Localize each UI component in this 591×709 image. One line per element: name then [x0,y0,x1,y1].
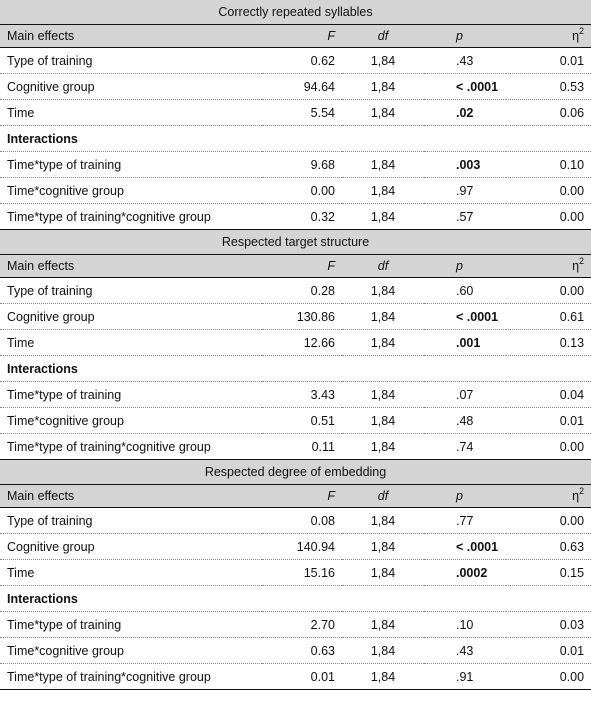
f-value: 0.51 [262,408,342,434]
p-value: .07 [424,382,506,408]
df-value: 1,84 [342,534,424,560]
p-value: .003 [424,152,506,178]
df-value: 1,84 [342,330,424,356]
table-row [0,100,591,126]
section-title: Correctly repeated syllables [0,0,591,25]
df-value: 1,84 [342,664,424,690]
p-value: .77 [424,508,506,534]
f-value: 0.00 [262,178,342,204]
eta-squared-header [506,25,591,48]
f-header: F [262,25,342,48]
eta-squared-value: 0.53 [506,74,591,100]
section-title: Respected degree of embedding [0,460,591,485]
f-value: 0.62 [262,48,342,74]
eta-squared-value: 0.00 [506,434,591,460]
p-value: .0002 [424,560,506,586]
column-header-row [0,25,591,48]
eta-squared-value: 0.00 [506,204,591,230]
effect-label: Time*type of training [0,612,262,638]
eta-symbol: η [572,489,580,503]
eta-squared-value: 0.01 [506,408,591,434]
effect-label: Time*type of training*cognitive group [0,204,262,230]
eta-squared-value: 0.00 [506,278,591,304]
eta-squared-header [506,255,591,278]
table-row [0,48,591,74]
df-value: 1,84 [342,152,424,178]
effect-label: Time [0,330,262,356]
section-title-row [0,0,591,25]
f-value: 3.43 [262,382,342,408]
f-value: 140.94 [262,534,342,560]
f-value: 15.16 [262,560,342,586]
interactions-subheader-row [0,356,591,382]
eta-symbol: η [572,259,580,273]
eta-squared-header [506,485,591,508]
table-row [0,534,591,560]
p-value: .10 [424,612,506,638]
section-title-row [0,230,591,255]
interactions-subheader-row [0,586,591,612]
eta-squared-value: 0.13 [506,330,591,356]
df-value: 1,84 [342,74,424,100]
p-value: .57 [424,204,506,230]
eta-squared-value: 0.00 [506,178,591,204]
interactions-label: Interactions [0,126,591,152]
f-value: 0.08 [262,508,342,534]
effect-label: Time*cognitive group [0,638,262,664]
effect-label: Time*type of training [0,382,262,408]
df-value: 1,84 [342,434,424,460]
p-value: .91 [424,664,506,690]
df-value: 1,84 [342,100,424,126]
table-row [0,434,591,460]
table-row [0,560,591,586]
effect-label: Time*cognitive group [0,178,262,204]
p-header: p [424,25,506,48]
df-value: 1,84 [342,48,424,74]
df-value: 1,84 [342,408,424,434]
eta-squared-value: 0.10 [506,152,591,178]
f-value: 9.68 [262,152,342,178]
effect-label: Cognitive group [0,74,262,100]
df-value: 1,84 [342,304,424,330]
eta-superscript: 2 [579,25,585,36]
df-header: df [342,25,424,48]
eta-squared-value: 0.01 [506,638,591,664]
effect-label: Cognitive group [0,304,262,330]
p-value: .48 [424,408,506,434]
p-value: < .0001 [424,304,506,330]
effect-label: Time*type of training*cognitive group [0,434,262,460]
df-header: df [342,255,424,278]
df-value: 1,84 [342,612,424,638]
f-header: F [262,255,342,278]
table-row [0,508,591,534]
p-value: .02 [424,100,506,126]
p-value: .74 [424,434,506,460]
p-value: < .0001 [424,534,506,560]
effect-label: Type of training [0,48,262,74]
column-header-row [0,255,591,278]
effect-label: Time [0,100,262,126]
table-row [0,304,591,330]
p-value: .001 [424,330,506,356]
p-header: p [424,485,506,508]
table-row [0,178,591,204]
df-value: 1,84 [342,204,424,230]
section-title: Respected target structure [0,230,591,255]
interactions-subheader-row [0,126,591,152]
eta-squared-value: 0.04 [506,382,591,408]
main-effects-header: Main effects [0,485,262,508]
df-header: df [342,485,424,508]
eta-squared-value: 0.00 [506,508,591,534]
table-row [0,278,591,304]
column-header-row [0,485,591,508]
p-value: < .0001 [424,74,506,100]
table-row [0,612,591,638]
eta-squared-value: 0.00 [506,664,591,690]
table-row [0,204,591,230]
f-value: 2.70 [262,612,342,638]
df-value: 1,84 [342,560,424,586]
table-row [0,638,591,664]
eta-squared-value: 0.63 [506,534,591,560]
f-value: 0.11 [262,434,342,460]
effect-label: Time*type of training [0,152,262,178]
effect-label: Time*cognitive group [0,408,262,434]
table-row [0,152,591,178]
f-value: 0.63 [262,638,342,664]
eta-symbol: η [572,29,580,43]
p-value: .97 [424,178,506,204]
df-value: 1,84 [342,508,424,534]
f-value: 0.01 [262,664,342,690]
f-value: 0.32 [262,204,342,230]
effect-label: Time*type of training*cognitive group [0,664,262,690]
table-row [0,382,591,408]
eta-squared-value: 0.03 [506,612,591,638]
df-value: 1,84 [342,638,424,664]
f-value: 0.28 [262,278,342,304]
eta-superscript: 2 [579,485,585,496]
effect-label: Cognitive group [0,534,262,560]
interactions-label: Interactions [0,356,591,382]
table-row [0,664,591,690]
p-value: .60 [424,278,506,304]
table-row [0,408,591,434]
eta-squared-value: 0.61 [506,304,591,330]
table-row [0,330,591,356]
p-header: p [424,255,506,278]
eta-squared-value: 0.06 [506,100,591,126]
df-value: 1,84 [342,382,424,408]
effect-label: Type of training [0,278,262,304]
p-value: .43 [424,48,506,74]
table-row [0,74,591,100]
df-value: 1,84 [342,278,424,304]
f-value: 5.54 [262,100,342,126]
eta-superscript: 2 [579,255,585,266]
eta-squared-value: 0.15 [506,560,591,586]
f-value: 130.86 [262,304,342,330]
df-value: 1,84 [342,178,424,204]
f-header: F [262,485,342,508]
main-effects-header: Main effects [0,25,262,48]
main-effects-header: Main effects [0,255,262,278]
effect-label: Type of training [0,508,262,534]
effect-label: Time [0,560,262,586]
eta-squared-value: 0.01 [506,48,591,74]
f-value: 94.64 [262,74,342,100]
interactions-label: Interactions [0,586,591,612]
f-value: 12.66 [262,330,342,356]
p-value: .43 [424,638,506,664]
section-title-row [0,460,591,485]
